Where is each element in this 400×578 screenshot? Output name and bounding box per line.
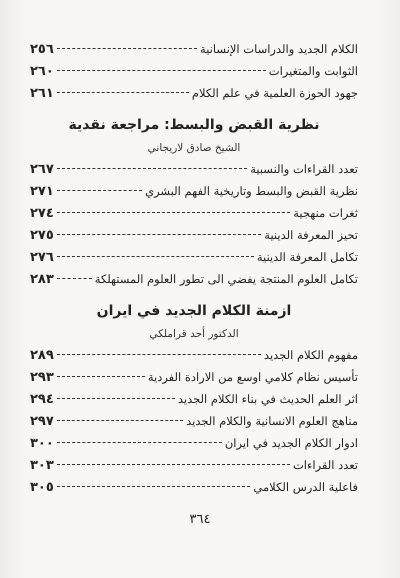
entry-page: ٢٧١ [30,184,54,199]
toc-group-1 [30,38,358,104]
entry-page: ٢٦٠ [30,64,54,79]
toc-group-2 [30,158,358,290]
entry-page: ٣٠٠ [30,436,54,451]
dash-leader [57,47,197,49]
entry-title: الكلام الجديد والدراسات الإنسانية [200,42,358,56]
entry-title: فاعلية الدرس الكلامي [253,480,358,494]
entry-title: تأسيس نظام كلامي اوسع من الارادة الفردية [147,370,358,384]
page-number: ٣٦٤ [189,512,211,527]
dash-leader [57,485,251,487]
toc-entry [30,38,358,60]
toc-entry [30,388,358,410]
dash-leader [57,441,222,443]
entry-page: ٢٩٤ [30,392,54,407]
entry-title: نظرية القبض والبسط وتاريخية الفهم البشري [145,184,358,198]
toc-entry [30,366,358,388]
toc-entry [30,158,358,180]
dash-leader [57,211,290,213]
section-author: الشيخ صادق لاريجاني [147,142,241,154]
toc-entry [30,82,358,104]
toc-entry [30,344,358,366]
dash-leader [57,463,290,465]
entry-page: ٢٥٦ [30,42,54,57]
toc-entry [30,268,358,290]
entry-page: ٢٧٦ [30,250,54,265]
entry-page: ٣٠٥ [30,480,54,495]
entry-page: ٢٧٤ [30,206,54,221]
table-of-contents [30,38,358,498]
dash-leader [57,255,254,257]
toc-group-3 [30,344,358,498]
entry-title: ادوار الكلام الجديد في ايران [224,436,358,450]
section-title: نظرية القبض والبسط: مراجعة نقدية [68,117,320,133]
toc-entry [30,202,358,224]
toc-entry [30,476,358,498]
toc-entry [30,180,358,202]
entry-title: تكامل العلوم المنتجة يفضي الى تطور العلوم المستهلكة [94,272,358,286]
entry-page: ٢٩٧ [30,414,54,429]
dash-leader [57,375,145,377]
entry-page: ٢٦١ [30,86,54,101]
section-author: الدكتور أحد قراملكي [149,328,239,340]
dash-leader [57,233,261,235]
toc-entry [30,432,358,454]
dash-leader [57,419,183,421]
entry-title: تعدد القراءات والنسبية [250,162,358,176]
entry-title: جهود الحوزة العلمية في علم الكلام [191,86,358,100]
dash-leader [57,69,266,71]
entry-page: ٢٧٥ [30,228,54,243]
entry-page: ٢٦٧ [30,162,54,177]
entry-title: تكامل المعرفة الدينية [256,250,358,264]
section-title: ازمنة الكلام الجديد في ايران [96,303,292,319]
toc-entry [30,410,358,432]
entry-title: تحيز المعرفة الدينية [264,228,358,242]
dash-leader [57,353,261,355]
entry-title: اثر العلم الحديث في بناء الكلام الجديد [177,392,358,406]
dash-leader [57,277,92,279]
dash-leader [57,397,175,399]
entry-page: ٢٨٩ [30,348,54,363]
entry-page: ٢٨٣ [30,272,54,287]
entry-title: مفهوم الكلام الجديد [263,348,358,362]
entry-title: الثوابت والمتغيرات [268,64,358,78]
toc-entry [30,224,358,246]
toc-entry [30,246,358,268]
dash-leader [57,167,247,169]
spacer [30,290,358,298]
dash-leader [57,189,142,191]
toc-entry [30,454,358,476]
dash-leader [57,91,189,93]
entry-page: ٢٩٣ [30,370,54,385]
entry-title: ثغرات منهجية [293,206,358,220]
spacer [30,104,358,112]
entry-page: ٣٠٣ [30,458,54,473]
entry-title: مناهج العلوم الانسانية والكلام الجديد [186,414,358,428]
entry-title: تعدد القراءات [292,458,358,472]
toc-entry [30,60,358,82]
